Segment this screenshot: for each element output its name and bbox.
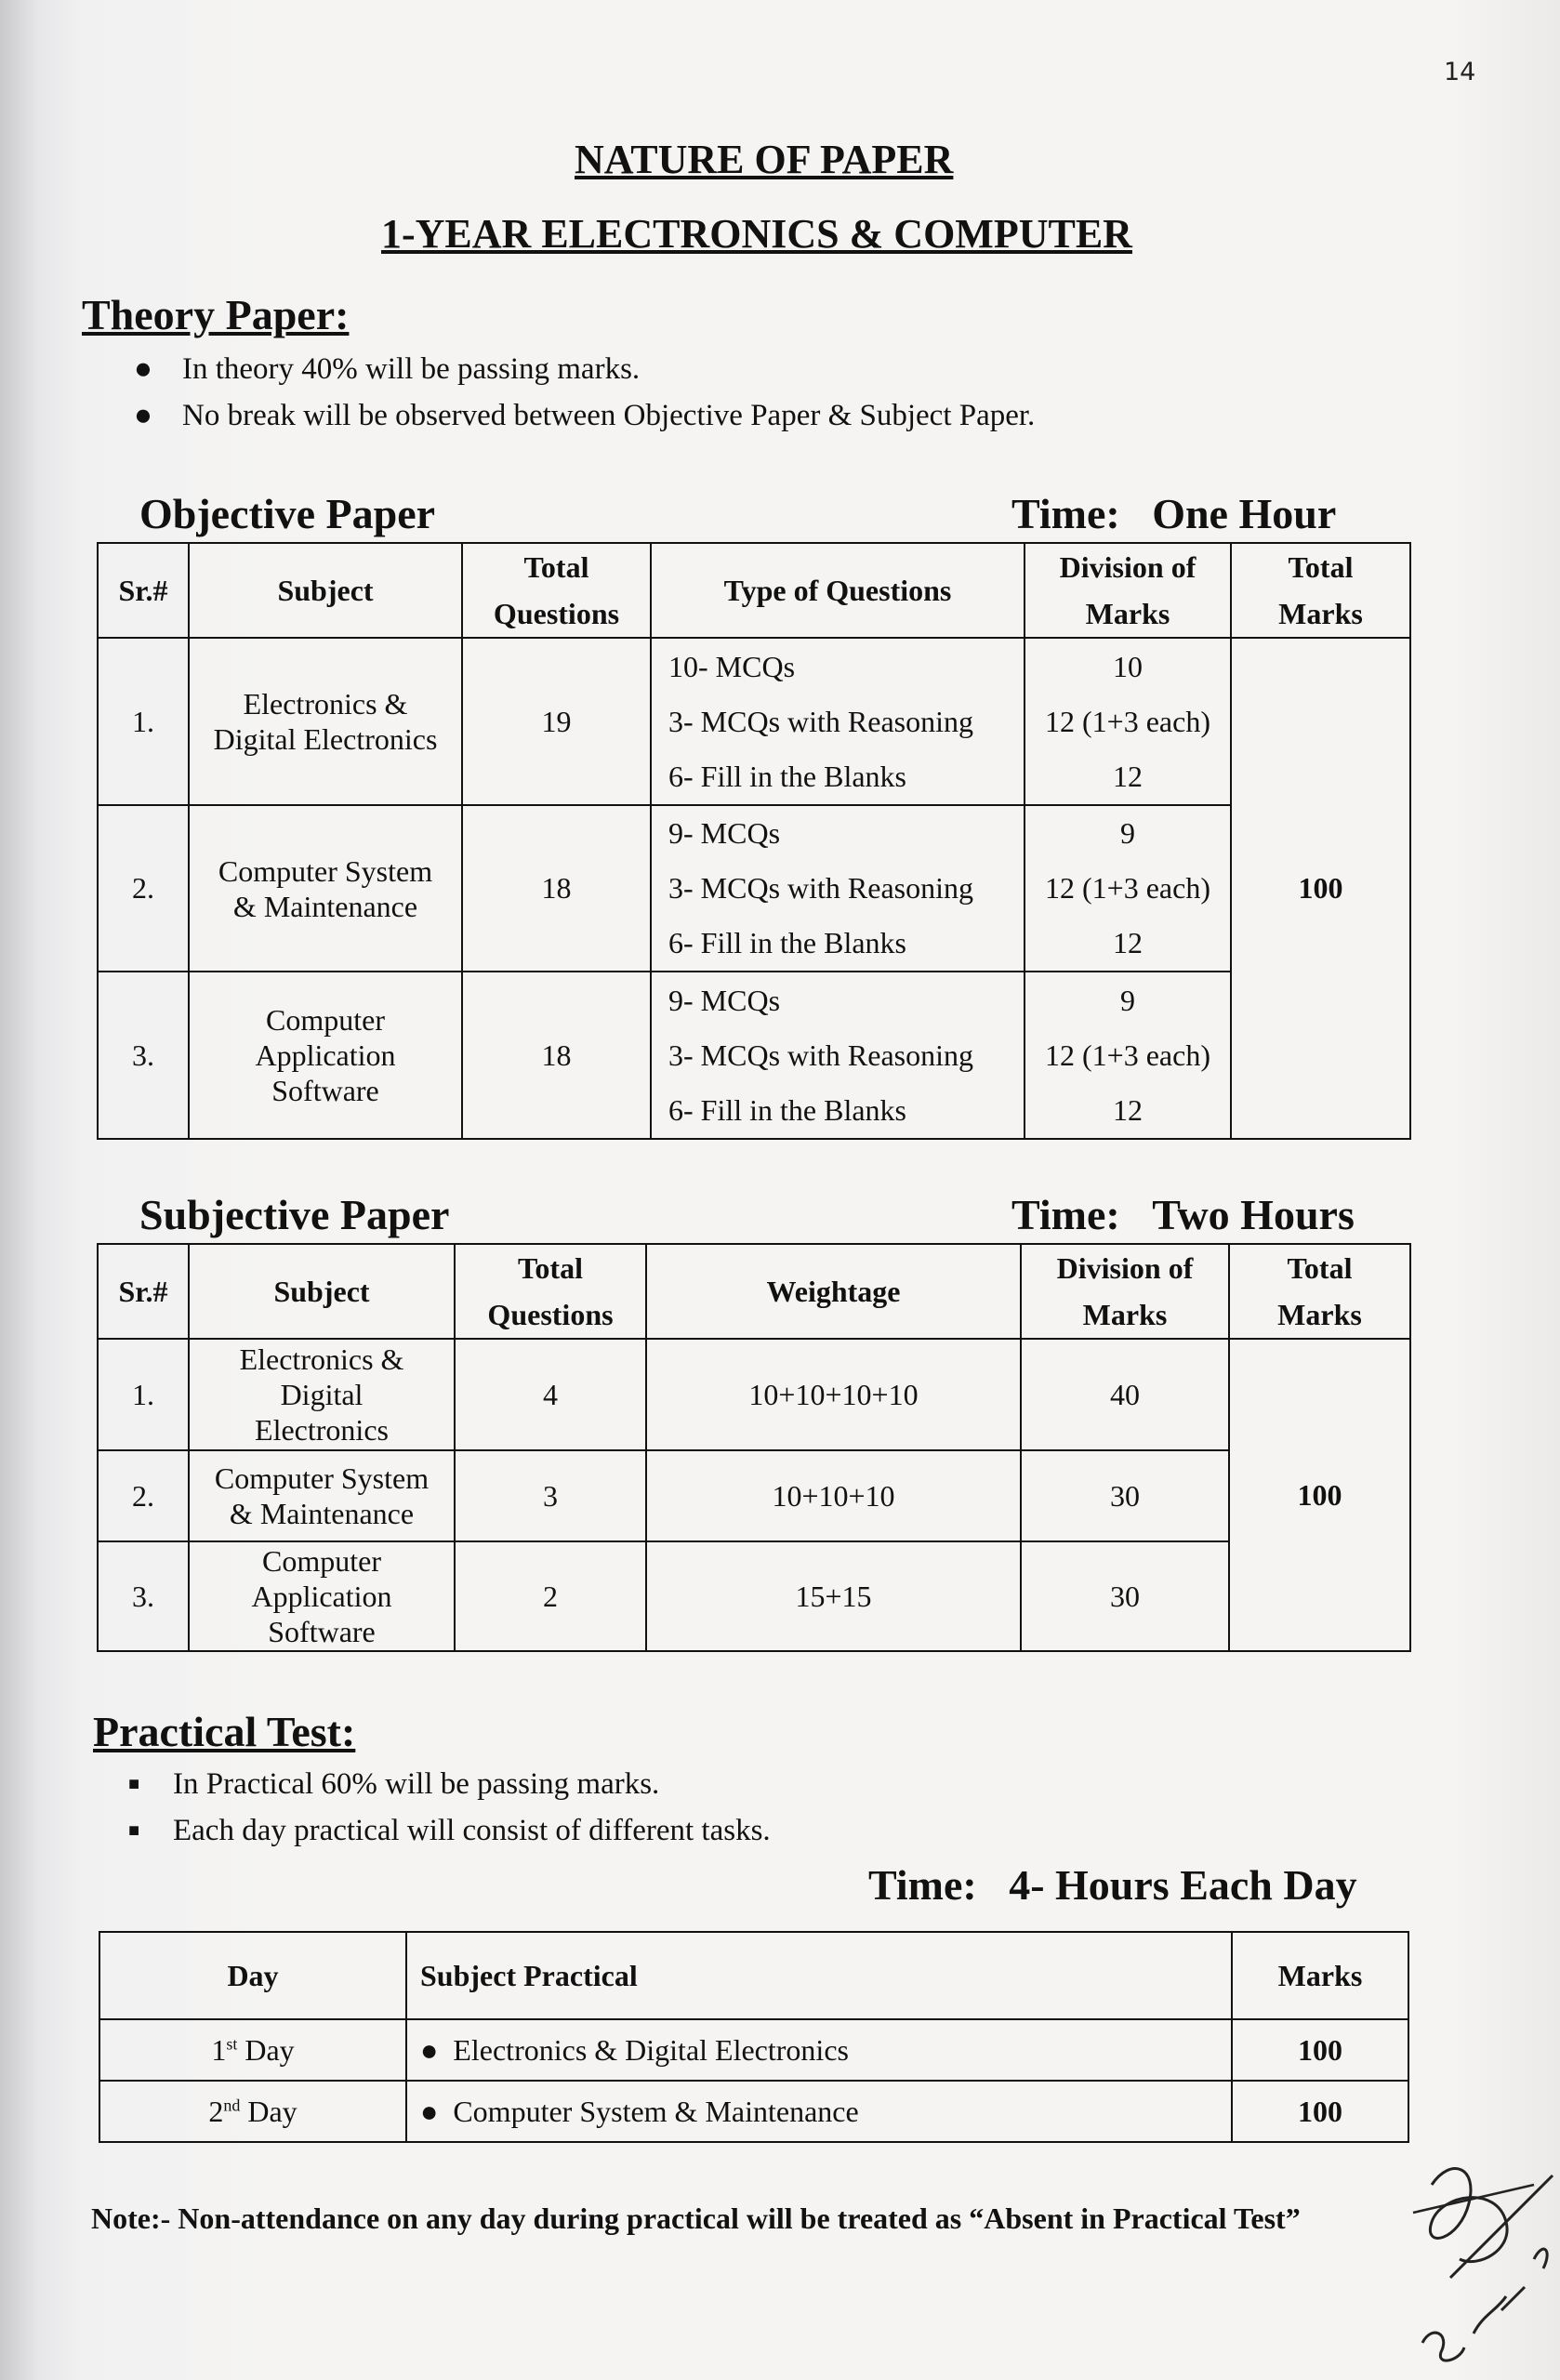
- table-row: [98, 972, 1410, 1139]
- day-cell: 1st Day: [99, 2019, 406, 2081]
- header-total-marks: Total Marks: [1231, 543, 1410, 638]
- bullet-icon: ●: [420, 2094, 454, 2128]
- total-questions-cell: 19: [462, 638, 651, 805]
- list-item: ● No break will be observed between Objective Paper & Subject Paper.: [125, 392, 1035, 439]
- division-marks-cell: 10 12 (1+3 each) 12: [1025, 638, 1231, 805]
- subject-cell: Computer System & Maintenance: [189, 1450, 455, 1541]
- practical-bullet-list: [115, 1761, 771, 1854]
- practical-heading: Practical Test:: [93, 1708, 356, 1755]
- question-types-cell: 10- MCQs 3- MCQs with Reasoning 6- Fill in the Blanks: [651, 638, 1025, 805]
- total-marks-cell: 100: [1231, 638, 1410, 1139]
- table-row: [98, 1450, 1410, 1541]
- subject-practical-cell: ● Electronics & Digital Electronics: [406, 2019, 1232, 2081]
- signature-stamp: [1395, 2148, 1560, 2380]
- title-nature-of-paper: NATURE OF PAPER: [575, 137, 954, 182]
- weightage-cell: 10+10+10: [646, 1450, 1021, 1541]
- bullet-icon: ●: [134, 399, 152, 432]
- header-sr: Sr.#: [98, 543, 189, 638]
- practical-time: Time: 4- Hours Each Day: [868, 1861, 1357, 1909]
- header-subject-practical: Subject Practical: [406, 1932, 1232, 2019]
- sr-cell: 1.: [98, 1339, 189, 1450]
- question-types-cell: 9- MCQs 3- MCQs with Reasoning 6- Fill in the Blanks: [651, 805, 1025, 972]
- header-division-of-marks: Division of Marks: [1025, 543, 1231, 638]
- sr-cell: 3.: [98, 972, 189, 1139]
- total-questions-cell: 4: [455, 1339, 646, 1450]
- table-header-row: [98, 1244, 1410, 1339]
- objective-heading: Objective Paper: [139, 490, 436, 537]
- sr-cell: 1.: [98, 638, 189, 805]
- table-header-row: [99, 1932, 1408, 2019]
- header-subject: Subject: [189, 543, 462, 638]
- division-marks-cell: 40: [1021, 1339, 1229, 1450]
- subjective-time: Time: Two Hours: [1011, 1191, 1355, 1238]
- list-item: ● In theory 40% will be passing marks.: [125, 346, 1035, 392]
- header-day: Day: [99, 1932, 406, 2019]
- objective-table: [97, 542, 1411, 1140]
- page-number: 14: [1444, 58, 1476, 86]
- division-marks-cell: 30: [1021, 1541, 1229, 1651]
- marks-cell: 100: [1232, 2019, 1408, 2081]
- header-sr: Sr.#: [98, 1244, 189, 1339]
- header-weightage: Weightage: [646, 1244, 1021, 1339]
- subjective-heading: Subjective Paper: [139, 1191, 450, 1238]
- theory-bullet-list: [125, 346, 1035, 439]
- sr-cell: 2.: [98, 1450, 189, 1541]
- table-header-row: [98, 543, 1410, 638]
- division-marks-cell: 9 12 (1+3 each) 12: [1025, 972, 1231, 1139]
- subject-cell: Computer Application Software: [189, 972, 462, 1139]
- division-marks-cell: 30: [1021, 1450, 1229, 1541]
- objective-time: Time: One Hour: [1011, 490, 1337, 537]
- table-row: [99, 2081, 1408, 2142]
- practical-note: Note:- Non-attendance on any day during practical will be treated as “Absent in Practical Test”: [91, 2202, 1301, 2235]
- subject-cell: Electronics & Digital Electronics: [189, 638, 462, 805]
- weightage-cell: 10+10+10+10: [646, 1339, 1021, 1450]
- total-marks-cell: 100: [1229, 1339, 1410, 1651]
- subject-cell: Computer System & Maintenance: [189, 805, 462, 972]
- table-row: [98, 1541, 1410, 1651]
- table-row: [98, 805, 1410, 972]
- header-total-questions: Total Questions: [462, 543, 651, 638]
- table-row: [98, 638, 1410, 805]
- sr-cell: 2.: [98, 805, 189, 972]
- marks-cell: 100: [1232, 2081, 1408, 2142]
- total-questions-cell: 18: [462, 972, 651, 1139]
- header-type-of-questions: Type of Questions: [651, 543, 1025, 638]
- title-program: 1-YEAR ELECTRONICS & COMPUTER: [381, 211, 1132, 257]
- division-marks-cell: 9 12 (1+3 each) 12: [1025, 805, 1231, 972]
- subject-practical-cell: ● Computer System & Maintenance: [406, 2081, 1232, 2142]
- header-division-of-marks: Division of Marks: [1021, 1244, 1229, 1339]
- header-total-questions: Total Questions: [455, 1244, 646, 1339]
- total-questions-cell: 2: [455, 1541, 646, 1651]
- theory-heading: Theory Paper:: [82, 291, 350, 338]
- header-total-marks: Total Marks: [1229, 1244, 1410, 1339]
- header-subject: Subject: [189, 1244, 455, 1339]
- practical-table: [99, 1931, 1409, 2143]
- subject-cell: Computer Application Software: [189, 1541, 455, 1651]
- bullet-icon: ●: [420, 2032, 454, 2067]
- table-row: [99, 2019, 1408, 2081]
- total-questions-cell: 3: [455, 1450, 646, 1541]
- header-marks: Marks: [1232, 1932, 1408, 2019]
- bullet-icon: ■: [127, 1774, 140, 1794]
- sr-cell: 3.: [98, 1541, 189, 1651]
- weightage-cell: 15+15: [646, 1541, 1021, 1651]
- question-types-cell: 9- MCQs 3- MCQs with Reasoning 6- Fill in the Blanks: [651, 972, 1025, 1139]
- bullet-icon: ■: [127, 1820, 140, 1841]
- list-item: ■ In Practical 60% will be passing marks.: [115, 1761, 771, 1807]
- bullet-icon: ●: [134, 352, 152, 386]
- list-item: ■ Each day practical will consist of different tasks.: [115, 1807, 771, 1854]
- total-questions-cell: 18: [462, 805, 651, 972]
- day-cell: 2nd Day: [99, 2081, 406, 2142]
- subjective-table: [97, 1243, 1411, 1652]
- table-row: [98, 1339, 1410, 1450]
- subject-cell: Electronics & Digital Electronics: [189, 1339, 455, 1450]
